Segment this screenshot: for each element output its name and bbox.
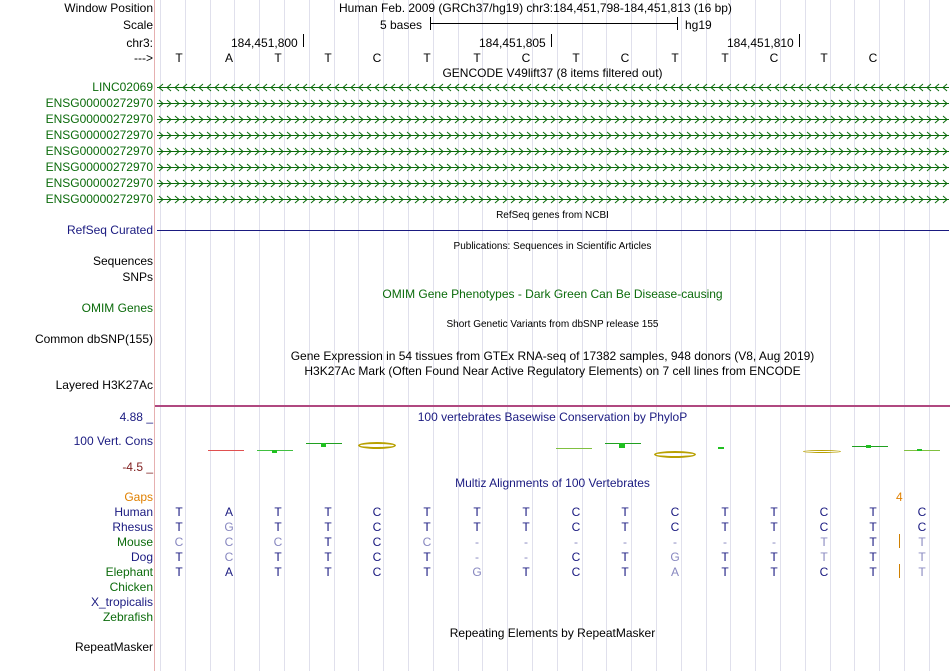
alignment-base: T bbox=[869, 535, 877, 549]
alignment-base: - bbox=[723, 535, 727, 549]
alignment-base: T bbox=[324, 550, 332, 564]
reference-base: C bbox=[868, 51, 878, 65]
alignment-base: T bbox=[324, 535, 332, 549]
alignment-base: T bbox=[473, 520, 481, 534]
alignment-base: - bbox=[524, 550, 528, 564]
gencode-gene-feature[interactable] bbox=[157, 131, 949, 140]
alignment-base: T bbox=[423, 565, 431, 579]
alignment-base: C bbox=[819, 565, 829, 579]
phylop-label[interactable]: 100 Vert. Cons bbox=[73, 434, 153, 448]
reference-base: T bbox=[572, 51, 580, 65]
multiz-title[interactable]: Multiz Alignments of 100 Vertebrates bbox=[455, 476, 650, 490]
alignment-base: C bbox=[224, 535, 234, 549]
alignment-base: C bbox=[571, 565, 581, 579]
chrom-label: chr3: bbox=[126, 36, 153, 50]
track-label-divider bbox=[154, 0, 155, 671]
reference-base: C bbox=[372, 51, 382, 65]
gencode-gene-label[interactable]: ENSG00000272970 bbox=[45, 96, 153, 110]
alignment-base: C bbox=[273, 535, 283, 549]
h3k27ac-signal-line bbox=[155, 405, 950, 407]
reference-base: T bbox=[423, 51, 431, 65]
gtex-title[interactable]: Gene Expression in 54 tissues from GTEx RNA-seq of 17382 samples, 948 donors (V8, Aug 2019) bbox=[290, 349, 815, 363]
reference-base: C bbox=[521, 51, 531, 65]
gencode-gene-feature[interactable] bbox=[157, 115, 949, 124]
alignment-base: C bbox=[174, 535, 184, 549]
gaps-label[interactable]: Gaps bbox=[124, 490, 153, 504]
alignment-base: C bbox=[819, 505, 829, 519]
alignment-base: T bbox=[175, 550, 183, 564]
alignment-base: T bbox=[721, 550, 729, 564]
species-label[interactable]: Elephant bbox=[105, 565, 153, 579]
reference-base: T bbox=[274, 51, 282, 65]
alignment-base: C bbox=[670, 505, 680, 519]
position-tick bbox=[551, 34, 552, 47]
alignment-base: T bbox=[522, 520, 530, 534]
alignment-base: - bbox=[475, 550, 479, 564]
alignment-base: C bbox=[372, 520, 382, 534]
species-label[interactable]: Human bbox=[114, 505, 153, 519]
position-label-1: 184,451,800 bbox=[231, 36, 298, 50]
alignment-base: T bbox=[175, 520, 183, 534]
position-label-3: 184,451,810 bbox=[727, 36, 794, 50]
species-label[interactable]: Rhesus bbox=[112, 520, 153, 534]
refseq-label[interactable]: RefSeq Curated bbox=[66, 223, 153, 237]
reference-base: C bbox=[620, 51, 630, 65]
alignment-base: T bbox=[721, 565, 729, 579]
alignment-base: G bbox=[224, 520, 234, 534]
species-label[interactable]: Zebrafish bbox=[102, 610, 153, 624]
h3k27ac-label[interactable]: Layered H3K27Ac bbox=[55, 378, 153, 392]
alignment-base: T bbox=[621, 550, 629, 564]
gencode-gene-feature[interactable] bbox=[157, 195, 949, 204]
reference-base: T bbox=[324, 51, 332, 65]
reference-base: T bbox=[820, 51, 828, 65]
sequences-label[interactable]: Sequences bbox=[92, 254, 153, 268]
gencode-gene-feature[interactable] bbox=[157, 163, 949, 172]
omim-label[interactable]: OMIM Genes bbox=[81, 301, 153, 315]
alignment-base: T bbox=[423, 505, 431, 519]
alignment-base: - bbox=[772, 535, 776, 549]
assembly-position-text: Human Feb. 2009 (GRCh37/hg19) chr3:184,451,798-184,451,813 (16 bp) bbox=[339, 1, 732, 15]
alignment-base: C bbox=[372, 505, 382, 519]
gencode-title[interactable]: GENCODE V49lift37 (8 items filtered out) bbox=[442, 66, 663, 80]
omim-title[interactable]: OMIM Gene Phenotypes - Dark Green Can Be Disease-causing bbox=[382, 287, 723, 301]
gencode-gene-label[interactable]: ENSG00000272970 bbox=[45, 176, 153, 190]
alignment-base: T bbox=[869, 505, 877, 519]
gencode-gene-label[interactable]: ENSG00000272970 bbox=[45, 160, 153, 174]
gencode-gene-label[interactable]: ENSG00000272970 bbox=[45, 128, 153, 142]
alignment-base: T bbox=[324, 520, 332, 534]
alignment-base: T bbox=[918, 565, 926, 579]
snps-label[interactable]: SNPs bbox=[122, 270, 153, 284]
alignment-base: C bbox=[372, 550, 382, 564]
alignment-base: T bbox=[918, 535, 926, 549]
alignment-base: C bbox=[819, 520, 829, 534]
alignment-base: T bbox=[721, 520, 729, 534]
alignment-base: C bbox=[917, 520, 927, 534]
alignment-base: T bbox=[869, 550, 877, 564]
reference-base: T bbox=[721, 51, 729, 65]
scale-label: Scale bbox=[122, 18, 153, 32]
gencode-gene-feature[interactable] bbox=[157, 83, 949, 92]
phylop-title[interactable]: 100 vertebrates Basewise Conservation by PhyloP bbox=[417, 410, 688, 424]
gencode-gene-label[interactable]: ENSG00000272970 bbox=[45, 144, 153, 158]
alignment-base: G bbox=[670, 550, 680, 564]
gencode-gene-label[interactable]: LINC02069 bbox=[92, 80, 153, 94]
alignment-base: T bbox=[274, 565, 282, 579]
species-label[interactable]: Dog bbox=[130, 550, 153, 564]
gencode-gene-feature[interactable] bbox=[157, 147, 949, 156]
alignment-base: A bbox=[224, 565, 233, 579]
reference-base: A bbox=[224, 51, 233, 65]
alignment-base: T bbox=[522, 505, 530, 519]
alignment-base: T bbox=[869, 565, 877, 579]
alignment-base: C bbox=[670, 520, 680, 534]
dbsnp-title[interactable]: Short Genetic Variants from dbSNP release 155 bbox=[446, 319, 659, 330]
alignment-base: T bbox=[621, 565, 629, 579]
alignment-base: G bbox=[472, 565, 482, 579]
phylop-max-label: 4.88 _ bbox=[119, 410, 153, 424]
species-label[interactable]: Chicken bbox=[109, 580, 153, 594]
position-tick bbox=[799, 34, 800, 47]
alignment-base: A bbox=[670, 565, 679, 579]
alignment-base: T bbox=[770, 520, 778, 534]
alignment-base: T bbox=[274, 520, 282, 534]
scale-bases: 5 bases bbox=[380, 18, 423, 32]
window-position-label: Window Position bbox=[64, 1, 153, 15]
alignment-base: T bbox=[473, 505, 481, 519]
alignment-base: C bbox=[571, 520, 581, 534]
alignment-base: C bbox=[372, 565, 382, 579]
alignment-base: T bbox=[274, 550, 282, 564]
alignment-base: - bbox=[475, 535, 479, 549]
dbsnp-label[interactable]: Common dbSNP(155) bbox=[34, 332, 153, 346]
alignment-base: T bbox=[770, 565, 778, 579]
gencode-gene-label[interactable]: ENSG00000272970 bbox=[45, 192, 153, 206]
alignment-base: T bbox=[820, 550, 828, 564]
reference-base: C bbox=[769, 51, 779, 65]
alignment-base: - bbox=[673, 535, 677, 549]
species-label[interactable]: Mouse bbox=[116, 535, 153, 549]
repeatmasker-label[interactable]: RepeatMasker bbox=[74, 640, 153, 654]
alignment-base: - bbox=[623, 535, 627, 549]
gencode-gene-feature[interactable] bbox=[157, 179, 949, 188]
reference-base: T bbox=[671, 51, 679, 65]
alignment-base: T bbox=[869, 520, 877, 534]
alignment-base: T bbox=[423, 550, 431, 564]
alignment-base: C bbox=[422, 535, 432, 549]
alignment-base: T bbox=[770, 550, 778, 564]
alignment-base: - bbox=[524, 535, 528, 549]
alignment-base: T bbox=[621, 505, 629, 519]
species-label[interactable]: X_tropicalis bbox=[90, 595, 153, 609]
gencode-gene-feature[interactable] bbox=[157, 99, 949, 108]
gencode-gene-label[interactable]: ENSG00000272970 bbox=[45, 112, 153, 126]
gap-count: 4 bbox=[896, 490, 903, 504]
publications-title[interactable]: Publications: Sequences in Scientific Articles bbox=[453, 241, 652, 252]
alignment-base: T bbox=[918, 550, 926, 564]
refseq-title[interactable]: RefSeq genes from NCBI bbox=[496, 210, 609, 221]
alignment-base: C bbox=[571, 550, 581, 564]
repeatmasker-title[interactable]: Repeating Elements by RepeatMasker bbox=[449, 626, 656, 640]
alignment-base: C bbox=[917, 505, 927, 519]
scale-db: hg19 bbox=[685, 18, 712, 32]
alignment-base: T bbox=[820, 535, 828, 549]
phylop-min-label: -4.5 _ bbox=[122, 460, 153, 474]
alignment-base: T bbox=[274, 505, 282, 519]
alignment-base: T bbox=[721, 505, 729, 519]
alignment-base: T bbox=[770, 505, 778, 519]
alignment-base: C bbox=[224, 550, 234, 564]
reference-base: T bbox=[473, 51, 481, 65]
reference-base: T bbox=[175, 51, 183, 65]
strand-arrow-label: ---> bbox=[134, 51, 153, 65]
alignment-base: - bbox=[574, 535, 578, 549]
h3k27ac-title[interactable]: H3K27Ac Mark (Often Found Near Active Regulatory Elements) on 7 cell lines from ENCODE bbox=[304, 364, 801, 378]
refseq-gene-line[interactable] bbox=[157, 230, 949, 231]
alignment-base: T bbox=[324, 565, 332, 579]
alignment-base: T bbox=[423, 520, 431, 534]
alignment-base: T bbox=[621, 520, 629, 534]
alignment-base: T bbox=[175, 505, 183, 519]
alignment-base: T bbox=[522, 565, 530, 579]
position-label-2: 184,451,805 bbox=[479, 36, 546, 50]
alignment-base: C bbox=[571, 505, 581, 519]
alignment-base: C bbox=[372, 535, 382, 549]
alignment-base: T bbox=[324, 505, 332, 519]
position-tick bbox=[303, 34, 304, 47]
alignment-base: A bbox=[224, 505, 233, 519]
alignment-base: T bbox=[175, 565, 183, 579]
